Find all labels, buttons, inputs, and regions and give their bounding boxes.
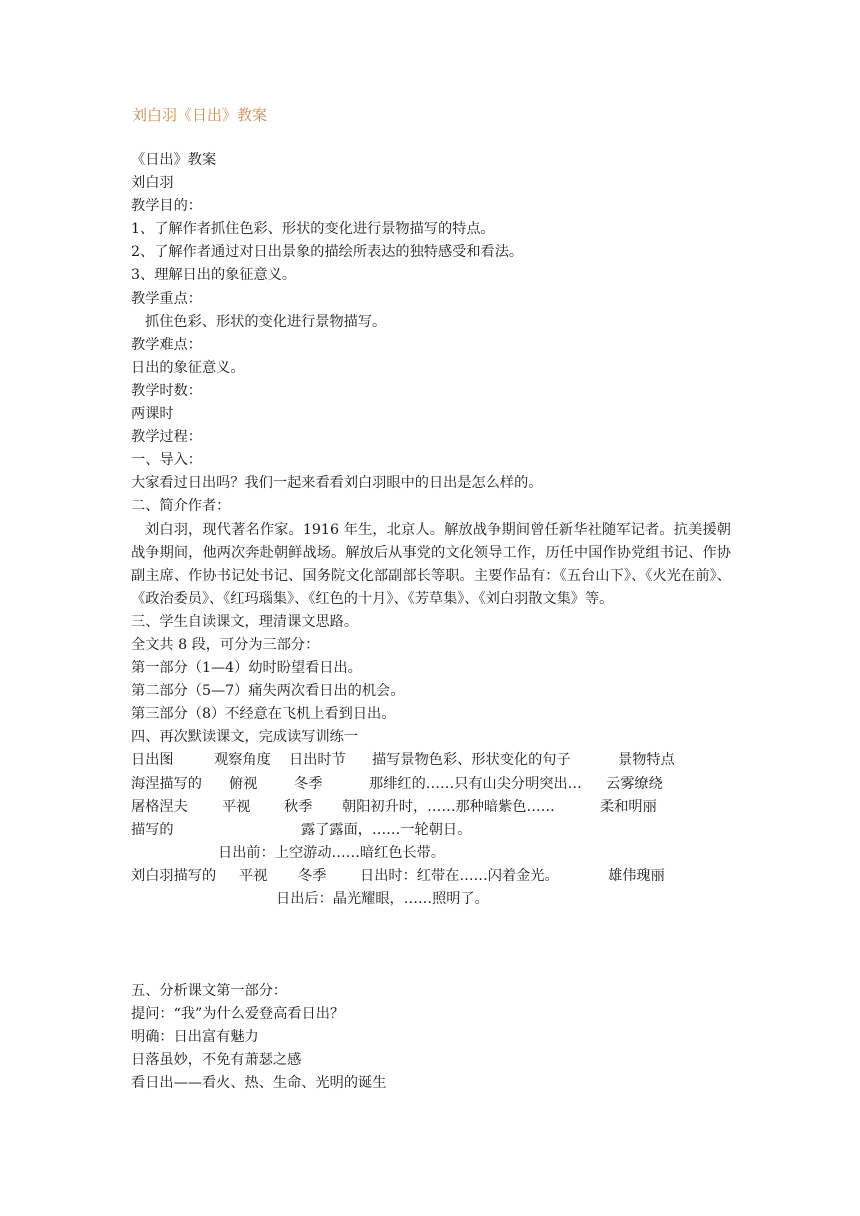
table-row — [131, 773, 731, 796]
text-line: 大家看过日出吗？我们一起来看看刘白羽眼中的日出是怎么样的。 — [131, 475, 543, 492]
spacer — [131, 911, 731, 980]
text-line: 第一部分（1—4）幼时盼望看日出。 — [131, 660, 362, 677]
table-cell: 日出图 — [131, 752, 174, 769]
text-line: 抓住色彩、形状的变化进行景物描写。 — [145, 313, 387, 330]
text-line: 1、了解作者抓住色彩、形状的变化进行景物描写的特点。 — [131, 221, 495, 238]
table-row — [131, 819, 731, 842]
table-cell: 秋季 — [284, 798, 313, 815]
table-cell: 平视 — [239, 867, 268, 884]
table-cell: 朝阳初升时，……那种暗紫色…… — [342, 798, 555, 815]
table-cell: 雄伟瑰丽 — [608, 867, 665, 884]
text-line: 3、理解日出的象征意义。 — [131, 267, 297, 284]
table-row — [131, 796, 731, 819]
table-cell: 海涅描写的 — [131, 775, 202, 792]
text-line: 全文共 8 段，可分为三部分： — [131, 636, 320, 653]
author-paragraph: 刘白羽，现代著名作家。1916 年生，北京人。解放战争期间曾任新华社随军记者。抗美援朝战争期间，他两次奔赴朝鲜战场。解放后从事党的文化领导工作，历任中国作协党组书记、作协副主席、作协书记处书记、国务院文化部副部长等职。主要作品有：《五台山下》、《火光在前》、《政治委员》、《红玛瑙集》、《红色的十月》、《芳草集》、《刘白羽散文集》等。 — [131, 521, 731, 607]
text-line: 两课时 — [131, 406, 174, 423]
table-row — [131, 842, 731, 865]
text-line: 五、分析课文第一部分： — [131, 983, 288, 1000]
table-cell: 景物特点 — [618, 752, 675, 769]
table-row — [131, 888, 731, 911]
text-line: 四、再次默读课文，完成读写训练一 — [131, 729, 359, 746]
text-line: 看日出——看火、热、生命、光明的诞生 — [131, 1075, 387, 1092]
text-line: 教学过程： — [131, 429, 202, 446]
table-cell: 冬季 — [298, 867, 327, 884]
document-title: 刘白羽《日出》教案 — [132, 106, 268, 124]
text-line: 提问：“我”为什么爱登高看日出？ — [131, 1006, 345, 1023]
text-line: 教学时数： — [131, 382, 202, 399]
text-line: 第三部分（8）不经意在飞机上看到日出。 — [131, 706, 396, 723]
table-cell: 日出时：红带在……闪着金光。 — [360, 867, 559, 884]
text-line: 明确：日出富有魅力 — [131, 1029, 259, 1046]
text-line: 《日出》教案 — [131, 152, 217, 168]
text-line: 2、了解作者通过对日出景象的描绘所表达的独特感受和看法。 — [131, 244, 524, 261]
table-cell: 露了露面，……一轮朝日。 — [301, 821, 472, 838]
table-cell: 俯视 — [229, 775, 258, 792]
document-body — [131, 149, 731, 1096]
table-cell: 观察角度 — [214, 752, 271, 769]
text-line: 第二部分（5—7）痛失两次看日出的机会。 — [131, 683, 405, 700]
table-cell: 那绯红的……只有山尖分明突出… — [369, 775, 582, 792]
text-line: 三、学生自读课文，理清课文思路。 — [131, 613, 359, 630]
table-cell: 屠格涅夫 — [131, 798, 188, 815]
text-line: 日出的象征意义。 — [131, 359, 245, 376]
table-cell: 描写景物色彩、形状变化的句子 — [372, 752, 571, 769]
table-cell: 云雾缭绕 — [606, 775, 663, 792]
text-line: 日落虽妙，不免有萧瑟之感 — [131, 1052, 302, 1069]
text-line: 教学重点： — [131, 290, 202, 307]
table-cell: 平视 — [222, 798, 251, 815]
table-cell: 刘白羽描写的 — [131, 867, 217, 884]
table-row — [131, 865, 731, 888]
table-cell: 柔和明丽 — [600, 798, 657, 815]
text-line: 教学目的： — [131, 198, 202, 215]
table-header-row — [131, 749, 731, 772]
table-cell: 日出后：晶光耀眼，……照明了。 — [276, 891, 489, 907]
text-line: 二、简介作者： — [131, 498, 231, 515]
table-cell: 冬季 — [294, 775, 323, 792]
table-cell: 日出时节 — [289, 752, 346, 769]
text-line: 教学难点： — [131, 336, 202, 353]
table-cell: 日出前：上空游动……暗红色长带。 — [218, 844, 446, 861]
text-line: 刘白羽 — [131, 175, 174, 192]
table-cell: 描写的 — [131, 821, 174, 838]
text-line: 一、导入： — [131, 452, 202, 469]
